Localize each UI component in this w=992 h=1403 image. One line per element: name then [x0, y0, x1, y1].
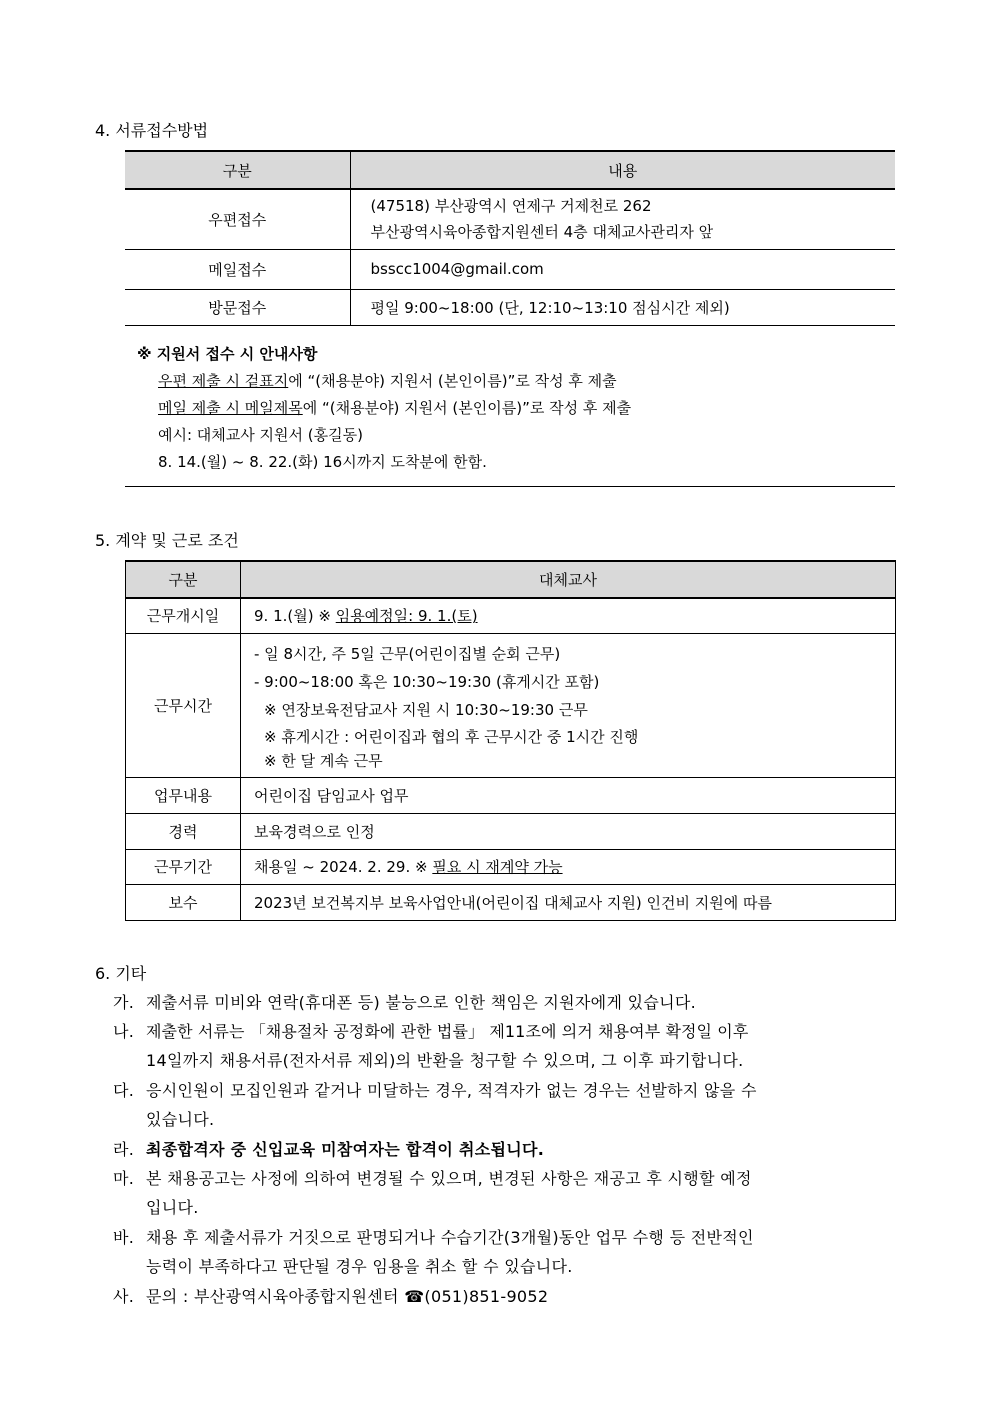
row-label: 근무시간 — [126, 633, 241, 777]
list-item-continued: 있습니다. — [146, 1110, 215, 1129]
hours-line: ※ 한 달 계속 근무 — [264, 752, 383, 770]
address-line: (47518) 부산광역시 연제구 거제천로 262 — [370, 197, 652, 216]
notice-title: ※ 지원서 접수 시 안내사항 — [137, 345, 318, 363]
start-text: 9. 1.(월) ※ — [254, 607, 336, 626]
list-marker: 바. — [113, 1228, 135, 1247]
period-text: 채용일 ~ 2024. 2. 29. ※ — [254, 858, 433, 876]
table-row — [126, 884, 896, 920]
notice-example: 예시: 대체교사 지원서 (홍길동) — [158, 426, 363, 444]
list-marker: 마. — [113, 1169, 135, 1188]
header-category: 구분 — [126, 561, 241, 598]
list-marker: 다. — [113, 1081, 135, 1100]
contact-info: 문의 : 부산광역시육아종합지원센터 ☎(051)851-9052 — [146, 1287, 549, 1306]
hours-line: - 일 8시간, 주 5일 근무(어린이집별 순회 근무) — [254, 645, 561, 663]
table-row — [126, 777, 896, 813]
row-label: 근무기간 — [126, 849, 241, 884]
header-substitute-teacher: 대체교사 — [241, 561, 896, 598]
list-item: 응시인원이 모집인원과 같거나 미달하는 경우, 적격자가 없는 경우는 선발하지 않을 수 — [146, 1081, 757, 1100]
section6-title: 6. 기타 — [95, 964, 147, 983]
list-marker: 라. — [113, 1140, 135, 1159]
table-row — [125, 289, 895, 325]
notice-deadline: 8. 14.(월) ~ 8. 22.(화) 16시까지 도착분에 한함. — [158, 453, 487, 471]
row-content: 어린이집 담임교사 업무 — [241, 777, 896, 813]
table-row — [126, 813, 896, 849]
section5-title: 5. 계약 및 근로 조건 — [95, 531, 239, 550]
divider — [125, 486, 895, 487]
notice-post-underlined: 우편 제출 시 겉표지 — [158, 372, 289, 390]
list-marker: 가. — [113, 993, 135, 1012]
row-content: 평일 9:00~18:00 (단, 12:10~13:10 점심시간 제외) — [350, 289, 895, 325]
notice-mail — [158, 397, 631, 418]
row-content: 2023년 보건복지부 보육사업안내(어린이집 대체교사 지원) 인건비 지원에 따름 — [241, 884, 896, 920]
table-row — [125, 249, 895, 289]
table-row — [125, 189, 895, 249]
row-label: 보수 — [126, 884, 241, 920]
table-row — [126, 633, 896, 777]
row-label: 경력 — [126, 813, 241, 849]
notice-post-rest: 에 “(채용분야) 지원서 (본인이름)”로 작성 후 제출 — [288, 372, 617, 390]
list-item-continued: 능력이 부족하다고 판단될 경우 임용을 취소 할 수 있습니다. — [146, 1257, 573, 1276]
table-header-row — [125, 151, 895, 189]
address-line: 부산광역시육아종합지원센터 4층 대체교사관리자 앞 — [370, 223, 714, 242]
header-content: 내용 — [350, 151, 895, 189]
row-label: 근무개시일 — [126, 598, 241, 633]
list-item: 제출한 서류는 「채용절차 공정화에 관한 법률」 제11조에 의거 채용여부 확정일 이후 — [146, 1022, 749, 1041]
row-content — [350, 189, 895, 249]
list-marker: 나. — [113, 1022, 135, 1041]
table-row — [126, 598, 896, 633]
list-item: 채용 후 제출서류가 거짓으로 판명되거나 수습기간(3개월)동안 업무 수행 등 전반적인 — [146, 1228, 754, 1247]
row-label: 방문접수 — [125, 289, 350, 325]
hours-line: ※ 휴게시간 : 어린이집과 협의 후 근무시간 중 1시간 진행 — [264, 728, 639, 746]
row-content — [241, 598, 896, 633]
table-row — [126, 849, 896, 884]
notice-mail-underlined: 메일 제출 시 메일제목 — [158, 399, 303, 417]
hours-line: - 9:00~18:00 혹은 10:30~19:30 (휴게시간 포함) — [254, 673, 600, 691]
row-label: 메일접수 — [125, 249, 350, 289]
list-item: 제출서류 미비와 연락(휴대폰 등) 불능으로 인한 책임은 지원자에게 있습니다. — [146, 993, 696, 1012]
row-label: 우편접수 — [125, 189, 350, 249]
list-item-continued: 14일까지 채용서류(전자서류 제외)의 반환을 청구할 수 있으며, 그 이후 파기합니다. — [146, 1051, 744, 1070]
hours-line: ※ 연장보육전담교사 지원 시 10:30~19:30 근무 — [264, 701, 588, 719]
list-marker: 사. — [113, 1287, 135, 1306]
row-content: 보육경력으로 인정 — [241, 813, 896, 849]
list-item: 본 채용공고는 사정에 의하여 변경될 수 있으며, 변경된 사항은 재공고 후 시행할 예정 — [146, 1169, 752, 1188]
row-content — [241, 849, 896, 884]
list-item: 최종합격자 중 신입교육 미참여자는 합격이 취소됩니다. — [146, 1140, 545, 1159]
period-underlined: 필요 시 재계약 가능 — [432, 858, 563, 876]
table-header-row — [126, 561, 896, 598]
start-underlined: 임용예정일: 9. 1.(토) — [335, 607, 478, 626]
row-content — [241, 633, 896, 777]
notice-mail-rest: 에 “(채용분야) 지원서 (본인이름)”로 작성 후 제출 — [302, 399, 632, 417]
email-address: bsscc1004@gmail.com — [350, 249, 895, 289]
conditions-table — [125, 560, 896, 921]
list-item-continued: 입니다. — [146, 1198, 199, 1217]
submission-table — [125, 150, 895, 326]
header-category: 구분 — [125, 151, 350, 189]
row-label: 업무내용 — [126, 777, 241, 813]
section4-title: 4. 서류접수방법 — [95, 121, 209, 140]
notice-post — [158, 370, 617, 391]
